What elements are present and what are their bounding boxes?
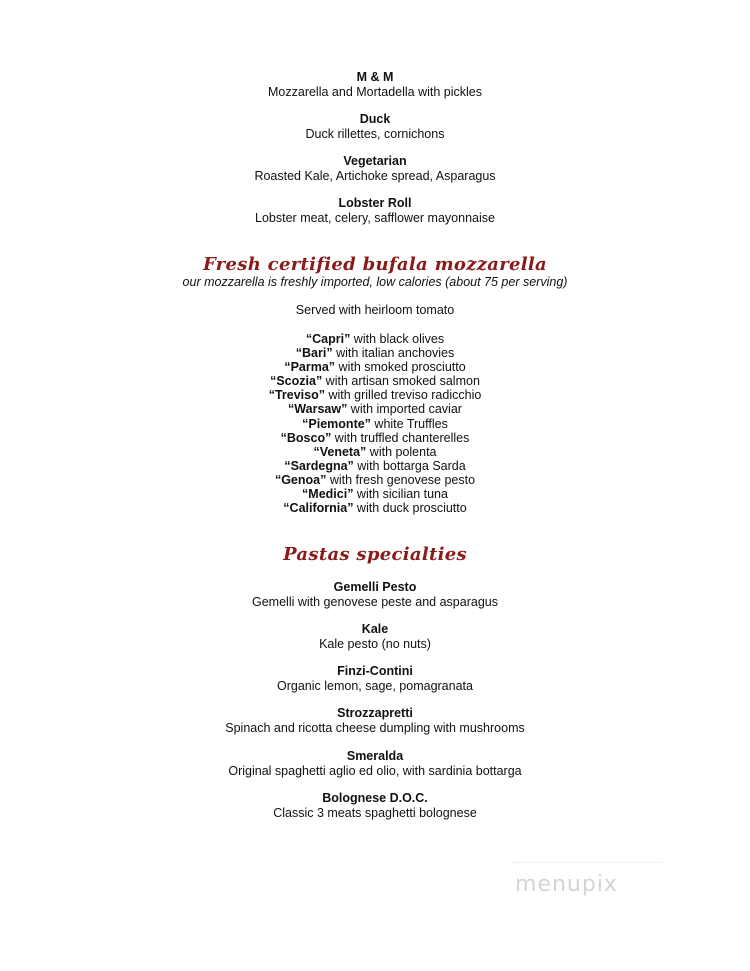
menu-item-smeralda bbox=[0, 749, 750, 778]
menu-item-gemelli-pesto bbox=[0, 580, 750, 609]
list-item bbox=[0, 459, 750, 473]
item-name: “Medici” bbox=[302, 487, 354, 502]
list-item bbox=[0, 501, 750, 515]
item-description: with truffled chanterelles bbox=[331, 430, 470, 445]
item-description: with italian anchovies bbox=[332, 346, 455, 361]
item-description: with duck prosciutto bbox=[353, 501, 467, 516]
item-description: with sicilian tuna bbox=[353, 487, 448, 502]
item-description: with imported caviar bbox=[347, 402, 462, 417]
menupix-watermark-logo: menupix bbox=[515, 872, 618, 897]
item-description: with fresh genovese pesto bbox=[326, 472, 476, 487]
menu-item-duck bbox=[0, 112, 750, 141]
list-item bbox=[0, 374, 750, 388]
item-name: “Veneta” bbox=[313, 444, 367, 459]
item-description: Classic 3 meats spaghetti bolognese bbox=[273, 805, 477, 820]
menu-item-kale bbox=[0, 622, 750, 651]
item-description: with smoked prosciutto bbox=[335, 360, 466, 375]
item-name: “Piemonte” bbox=[302, 416, 371, 431]
item-description: Duck rillettes, cornichons bbox=[305, 126, 445, 141]
watermark-rule bbox=[512, 862, 662, 863]
pastas-section-title: Pastas specialties bbox=[283, 544, 467, 565]
item-name: Strozzapretti bbox=[337, 706, 413, 720]
item-description: white Truffles bbox=[370, 416, 448, 431]
item-description: Mozzarella and Mortadella with pickles bbox=[268, 84, 482, 99]
menu-item-strozzapretti bbox=[0, 706, 750, 735]
item-name: “Parma” bbox=[284, 360, 336, 375]
item-description: with polenta bbox=[366, 444, 437, 459]
item-name: Finzi-Contini bbox=[337, 664, 413, 678]
list-item bbox=[0, 417, 750, 431]
item-name: Vegetarian bbox=[343, 154, 407, 168]
mozzarella-list bbox=[0, 332, 750, 515]
item-description: Gemelli with genovese peste and asparagus bbox=[252, 594, 498, 609]
item-description: Original spaghetti aglio ed olio, with sardinia bottarga bbox=[228, 763, 522, 778]
item-name: “Treviso” bbox=[268, 388, 325, 403]
item-name: Gemelli Pesto bbox=[333, 580, 417, 594]
list-item bbox=[0, 487, 750, 501]
list-item bbox=[0, 360, 750, 374]
item-name: “California” bbox=[283, 501, 354, 516]
item-name: “Bari” bbox=[295, 346, 333, 361]
item-description: Organic lemon, sage, pomagranata bbox=[277, 678, 473, 693]
list-item bbox=[0, 332, 750, 346]
item-description: with grilled treviso radicchio bbox=[324, 388, 482, 403]
list-item bbox=[0, 445, 750, 459]
item-description: Spinach and ricotta cheese dumpling with mushrooms bbox=[225, 720, 525, 735]
item-name: M & M bbox=[356, 70, 394, 84]
list-item bbox=[0, 402, 750, 416]
item-name: Smeralda bbox=[346, 749, 404, 763]
list-item bbox=[0, 473, 750, 487]
item-name: “Capri” bbox=[305, 332, 351, 346]
item-description: Roasted Kale, Artichoke spread, Asparagus bbox=[254, 168, 496, 183]
item-name: Kale bbox=[361, 622, 389, 636]
menu-item-finzi-contini bbox=[0, 664, 750, 693]
item-description: with black olives bbox=[350, 332, 445, 346]
list-item bbox=[0, 431, 750, 445]
item-name: “Bosco” bbox=[280, 430, 332, 445]
list-item bbox=[0, 388, 750, 402]
mozzarella-section-title: Fresh certified bufala mozzarella bbox=[203, 254, 547, 275]
mozzarella-served-note: Served with heirloom tomato bbox=[295, 303, 455, 317]
item-name: Duck bbox=[359, 112, 391, 126]
item-name: “Warsaw” bbox=[288, 402, 348, 417]
item-name: Bolognese D.O.C. bbox=[322, 791, 428, 805]
item-name: “Sardegna” bbox=[284, 458, 354, 473]
item-description: Kale pesto (no nuts) bbox=[319, 636, 431, 651]
item-name: “Scozia” bbox=[270, 374, 323, 389]
list-item bbox=[0, 346, 750, 360]
item-description: with bottarga Sarda bbox=[353, 458, 466, 473]
menu-item-bolognese bbox=[0, 791, 750, 820]
menu-item-vegetarian bbox=[0, 154, 750, 183]
menu-item-mm bbox=[0, 70, 750, 99]
item-description: Lobster meat, celery, safflower mayonnaise bbox=[255, 210, 495, 225]
menu-item-lobster-roll bbox=[0, 196, 750, 225]
mozzarella-subtitle: our mozzarella is freshly imported, low calories (about 75 per serving) bbox=[182, 275, 568, 289]
item-description: with artisan smoked salmon bbox=[322, 374, 480, 389]
item-name: Lobster Roll bbox=[338, 196, 412, 210]
item-name: “Genoa” bbox=[274, 472, 327, 487]
